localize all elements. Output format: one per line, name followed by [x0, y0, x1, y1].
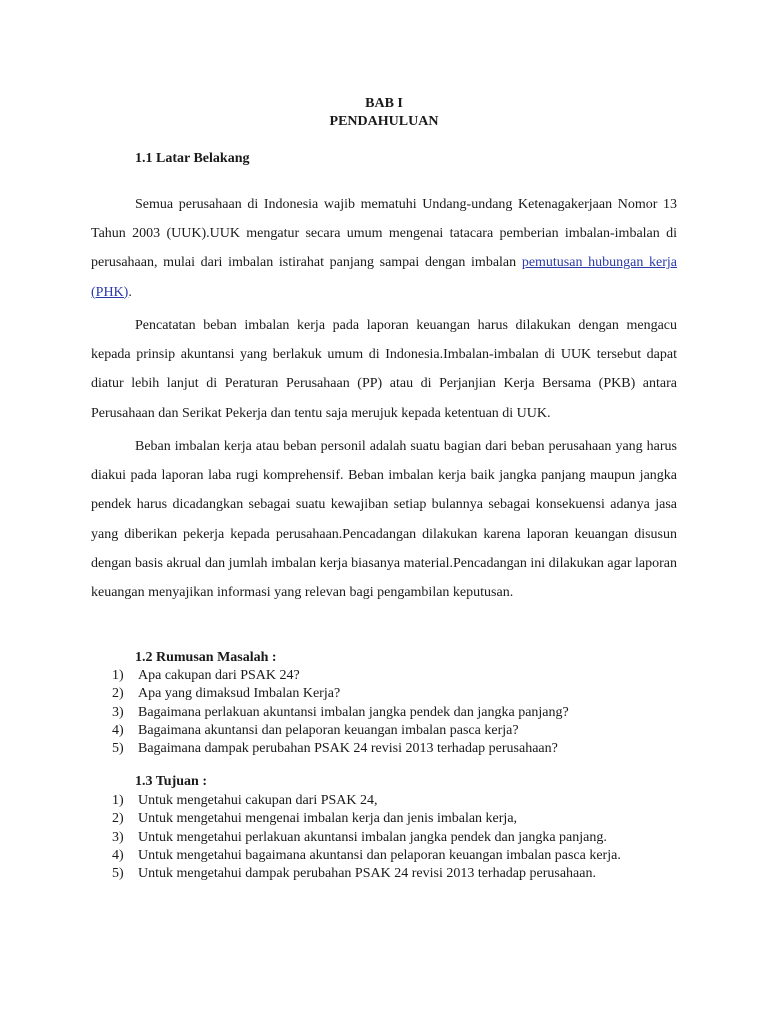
paragraph-2 [91, 311, 677, 428]
chapter-title: PENDAHULUAN [329, 114, 439, 129]
list-item: 4) Bagaimana akuntansi dan pelaporan keuangan imbalan pasca kerja? [112, 722, 519, 738]
list-item: 3) Untuk mengetahui perlakuan akuntansi imbalan jangka pendek dan jangka panjang. [112, 829, 607, 845]
paragraph-1 [91, 190, 677, 307]
list-item: 2) Apa yang dimaksud Imbalan Kerja? [112, 686, 341, 702]
list-item: 4) Untuk mengetahui bagaimana akuntansi dan pelaporan keuangan imbalan pasca kerja. [112, 847, 621, 863]
paragraph-3 [91, 432, 677, 607]
paragraph-1-text: Semua perusahaan di Indonesia wajib mematuhi Undang-undang Ketenagakerjaan Nomor 13 Tahun 2003 (UUK).UUK mengatur secara umum mengenai tatacara pemberian imbalan-imbalan di perusahaan, mulai dari imbalan istirahat panjang sampai dengan imbalan [91, 197, 677, 271]
list-item: 1) Untuk mengetahui cakupan dari PSAK 24, [112, 793, 378, 808]
list-item: 1) Apa cakupan dari PSAK 24? [112, 668, 300, 683]
list-item: 5) Untuk mengetahui dampak perubahan PSAK 24 revisi 2013 terhadap perusahaan. [112, 866, 596, 882]
list-item: 2) Untuk mengetahui mengenai imbalan kerja dan jenis imbalan kerja, [112, 811, 518, 827]
rumusan-masalah-list [112, 667, 569, 758]
phk-link[interactable]: pemutusan hubungan kerja (PHK) [91, 255, 677, 300]
tujuan-list [112, 792, 621, 883]
chapter-number: BAB I [365, 96, 403, 111]
section-heading-tujuan: 1.3 Tujuan : [135, 774, 207, 789]
section-heading-latar-belakang: 1.1 Latar Belakang [135, 151, 250, 166]
paragraph-1-end: . [128, 284, 132, 300]
list-item: 3) Bagaimana perlakuan akuntansi imbalan jangka pendek dan jangka panjang? [112, 704, 569, 720]
paragraph-3-text: Beban imbalan kerja atau beban personil adalah suatu bagian dari beban perusahaan yang harus diakui pada laporan laba rugi komprehensif. Beban imbalan kerja baik jangka panjang maupun jangka pendek harus dicadangkan sebagai suatu kewajiban setiap bulannya sebagai konsekuensi adanya jasa yang diberikan pekerja kepada perusahaan.Pencadangan dilakukan karena laporan keuangan disusun dengan basis akrual dan jumlah imbalan kerja biasanya material.Pencadangan ini dilakukan agar laporan keuangan menyajikan informasi yang relevan bagi pengambilan keputusan. [91, 439, 677, 601]
paragraph-2-text: Pencatatan beban imbalan kerja pada laporan keuangan harus dilakukan dengan mengacu kepada prinsip akuntansi yang berlakuk umum di Indonesia.Imbalan-imbalan di UUK tersebut dapat diatur lebih lanjut di Peraturan Perusahaan (PP) atau di Perjanjian Kerja Bersama (PKB) antara Perusahaan dan Serikat Pekerja dan tentu saja merujuk kepada ketentuan di UUK. [91, 318, 677, 421]
section-heading-rumusan-masalah: 1.2 Rumusan Masalah : [135, 650, 277, 665]
list-item: 5) Bagaimana dampak perubahan PSAK 24 revisi 2013 terhadap perusahaan? [112, 741, 558, 757]
